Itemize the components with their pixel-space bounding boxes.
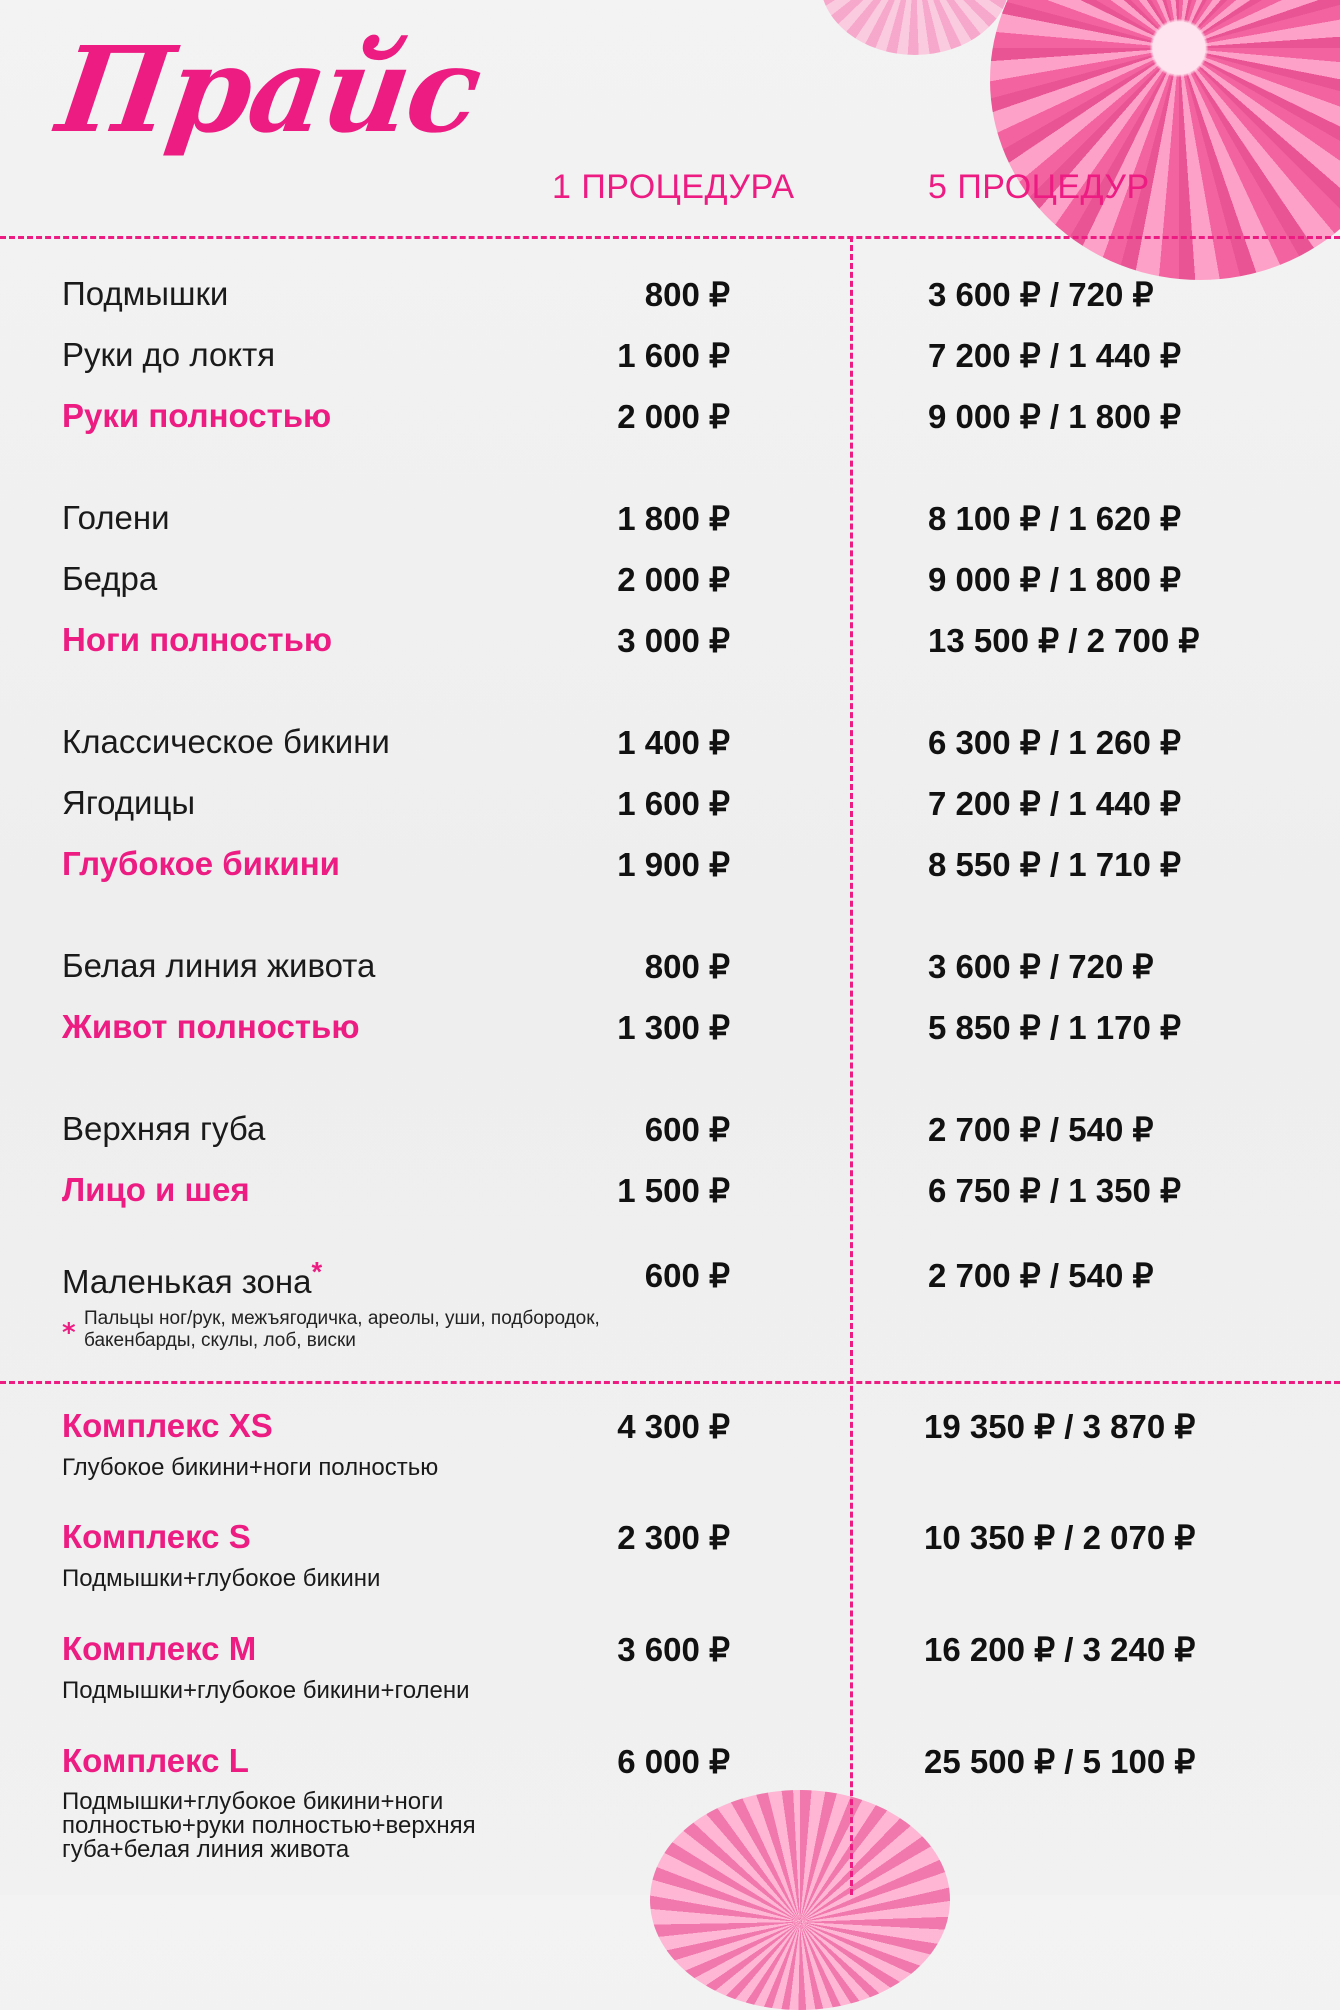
price-package: 7 200 ₽ / 1 440 ₽	[928, 785, 1181, 822]
price-package: 6 300 ₽ / 1 260 ₽	[928, 724, 1181, 761]
price-single: 1 400 ₽	[617, 724, 730, 761]
price-single: 3 600 ₽	[617, 1631, 730, 1668]
flower-decoration-top	[820, 0, 1010, 55]
price-package: 8 100 ₽ / 1 620 ₽	[928, 500, 1181, 537]
column-header-five-procedures: 5 ПРОЦЕДУР	[928, 168, 1150, 206]
price-single: 600 ₽	[644, 1111, 730, 1148]
complex-name: Комплекс XS	[62, 1407, 273, 1444]
service-name: Глубокое бикини	[62, 845, 340, 882]
price-single: 2 000 ₽	[617, 561, 730, 598]
price-row	[0, 1256, 1340, 1306]
price-package: 25 500 ₽ / 5 100 ₽	[924, 1743, 1196, 1780]
service-name: Руки до локтя	[62, 336, 276, 373]
complex-row	[0, 1518, 1340, 1618]
complex-description: Подмышки+глубокое бикини+ноги полностью+руки полностью+верхняя губа+белая линия живота	[62, 1788, 476, 1863]
price-package: 3 600 ₽ / 720 ₽	[928, 948, 1154, 985]
price-single: 1 600 ₽	[617, 337, 730, 374]
service-name: Классическое бикини	[62, 723, 390, 760]
complex-description: Подмышки+глубокое бикини+голени	[62, 1677, 470, 1704]
price-row	[0, 1008, 1340, 1058]
price-row	[0, 336, 1340, 386]
price-single: 6 000 ₽	[617, 1743, 730, 1780]
price-single: 2 300 ₽	[617, 1519, 730, 1556]
price-row	[0, 1110, 1340, 1160]
price-package: 7 200 ₽ / 1 440 ₽	[928, 337, 1181, 374]
price-package: 6 750 ₽ / 1 350 ₽	[928, 1172, 1181, 1209]
divider-top	[0, 236, 1340, 239]
service-name: Ноги полностью	[62, 621, 333, 658]
price-package: 13 500 ₽ / 2 700 ₽	[928, 622, 1200, 659]
price-package: 2 700 ₽ / 540 ₽	[928, 1257, 1154, 1294]
price-row	[0, 275, 1340, 325]
price-package: 9 000 ₽ / 1 800 ₽	[928, 398, 1181, 435]
price-single: 1 900 ₽	[617, 846, 730, 883]
price-single: 1 500 ₽	[617, 1172, 730, 1209]
service-name: Верхняя губа	[62, 1110, 266, 1147]
price-single: 1 300 ₽	[617, 1009, 730, 1046]
price-package: 16 200 ₽ / 3 240 ₽	[924, 1631, 1196, 1668]
price-single: 800 ₽	[644, 948, 730, 985]
service-name: Руки полностью	[62, 397, 332, 434]
price-row	[0, 621, 1340, 671]
price-row	[0, 560, 1340, 610]
price-row	[0, 1171, 1340, 1221]
price-single: 1 800 ₽	[617, 500, 730, 537]
footnote-star: *	[311, 1256, 323, 1287]
footnote-text: Пальцы ног/рук, межъягодичка, ареолы, уши, подбородок, бакенбарды, скулы, лоб, виски	[84, 1308, 600, 1351]
service-name	[62, 1256, 322, 1301]
complex-row	[0, 1630, 1340, 1730]
price-row	[0, 397, 1340, 447]
price-single: 800 ₽	[644, 276, 730, 313]
price-row	[0, 947, 1340, 997]
complex-description: Подмышки+глубокое бикини	[62, 1565, 381, 1592]
price-single: 1 600 ₽	[617, 785, 730, 822]
page-title: Прайс	[50, 20, 488, 159]
price-package: 2 700 ₽ / 540 ₽	[928, 1111, 1154, 1148]
complex-row	[0, 1407, 1340, 1507]
price-single: 3 000 ₽	[617, 622, 730, 659]
service-name: Лицо и шея	[62, 1171, 250, 1208]
price-package: 10 350 ₽ / 2 070 ₽	[924, 1519, 1196, 1556]
service-name: Белая линия живота	[62, 947, 376, 984]
complex-row	[0, 1742, 1340, 1892]
price-package: 9 000 ₽ / 1 800 ₽	[928, 561, 1181, 598]
column-header-one-procedure: 1 ПРОЦЕДУРА	[552, 168, 795, 206]
service-name: Голени	[62, 499, 170, 536]
complex-name: Комплекс S	[62, 1518, 251, 1555]
divider-middle	[0, 1381, 1340, 1384]
price-package: 8 550 ₽ / 1 710 ₽	[928, 846, 1181, 883]
price-row	[0, 845, 1340, 895]
price-package: 5 850 ₽ / 1 170 ₽	[928, 1009, 1181, 1046]
price-row	[0, 499, 1340, 549]
complex-name: Комплекс L	[62, 1742, 249, 1779]
price-package: 19 350 ₽ / 3 870 ₽	[924, 1408, 1196, 1445]
service-name-text: Маленькая зона	[62, 1263, 312, 1300]
footnote-star-marker: *	[62, 1318, 76, 1348]
complex-description: Глубокое бикини+ноги полностью	[62, 1454, 439, 1481]
price-package: 3 600 ₽ / 720 ₽	[928, 276, 1154, 313]
service-name: Ягодицы	[62, 784, 196, 821]
price-single: 4 300 ₽	[617, 1408, 730, 1445]
price-single: 600 ₽	[644, 1257, 730, 1294]
service-name: Бедра	[62, 560, 158, 597]
service-name: Подмышки	[62, 275, 229, 312]
service-name: Живот полностью	[62, 1008, 360, 1045]
price-row	[0, 723, 1340, 773]
price-row	[0, 784, 1340, 834]
price-single: 2 000 ₽	[617, 398, 730, 435]
complex-name: Комплекс M	[62, 1630, 257, 1667]
